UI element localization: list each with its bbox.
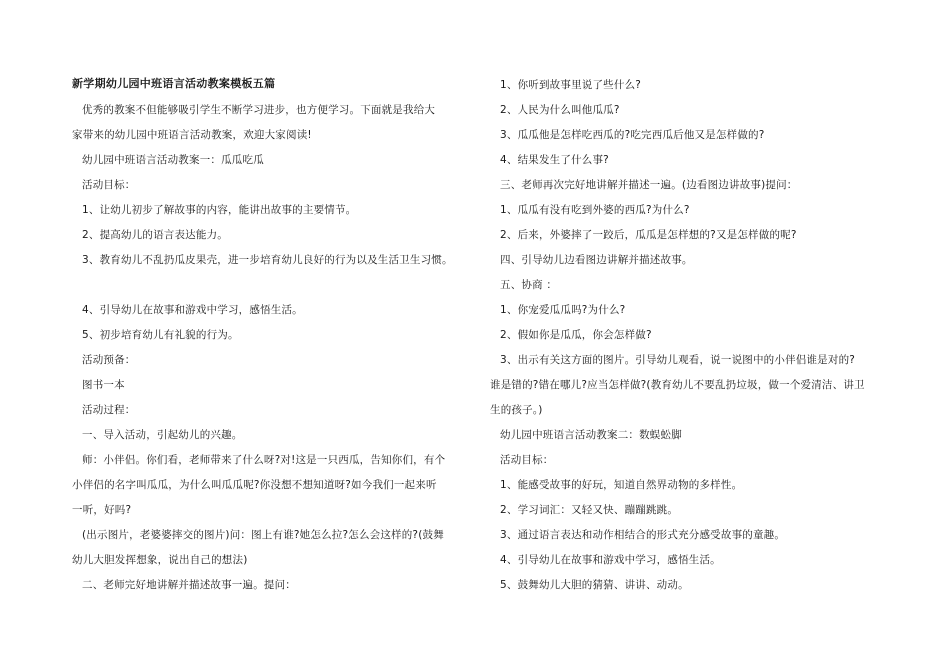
paragraph-line: 幼儿大胆发挥想象，说出自己的想法) xyxy=(72,554,248,566)
list-item: 2、提高幼儿的语言表达能力。 xyxy=(82,229,228,241)
paragraph-line: 三、老师再次完好地讲解并描述一遍。(边看图边讲故事)提问： xyxy=(500,179,798,191)
subheading: 活动过程： xyxy=(82,404,136,416)
list-item: 3、教育幼儿不乱扔瓜皮果壳，进一步培育幼儿良好的行为以及生活卫生习惯。 xyxy=(82,254,453,266)
paragraph-line: 二、老师完好地讲解并描述故事一遍。提问： xyxy=(82,579,296,591)
paragraph-line: 优秀的教案不但能够吸引学生不断学习进步，也方便学习。下面就是我给大 xyxy=(82,104,436,116)
subheading: 五、协商 ： xyxy=(500,279,558,291)
list-item: 4、引导幼儿在故事和游戏中学习，感悟生活。 xyxy=(82,304,303,316)
subheading: 活动预备： xyxy=(82,354,136,366)
list-item: 3、通过语言表达和动作相结合的形式充分感受故事的童趣。 xyxy=(500,529,786,541)
paragraph-line: 图书一本 xyxy=(82,379,125,391)
paragraph-line: (出示图片，老婆婆摔交的图片)问：图上有谁?她怎么拉?怎么会这样的?(鼓舞 xyxy=(82,529,444,541)
document-title: 新学期幼儿园中班语言活动教案模板五篇 xyxy=(72,77,276,90)
list-item: 1、你宠爱瓜瓜吗?为什么? xyxy=(500,304,626,316)
paragraph-line: 四、引导幼儿边看图边讲解并描述故事。 xyxy=(500,254,693,266)
list-item: 1、瓜瓜有没有吃到外婆的西瓜?为什么? xyxy=(500,204,690,216)
paragraph-line: 家带来的幼儿园中班语言活动教案，欢迎大家阅读! xyxy=(72,129,312,141)
section-heading: 幼儿园中班语言活动教案一：瓜瓜吃瓜 xyxy=(82,154,264,166)
list-item: 2、后来，外婆摔了一跤后，瓜瓜是怎样想的?又是怎样做的呢? xyxy=(500,229,797,241)
subheading: 活动目标： xyxy=(82,179,136,191)
paragraph-line: 小伴侣的名字叫瓜瓜，为什么叫瓜瓜呢?你没想不想知道呀?如今我们一起来听 xyxy=(72,479,437,491)
paragraph-line: 一听，好吗? xyxy=(72,504,132,516)
paragraph-line: 师：小伴侣。你们看，老师带来了什么呀?对!这是一只西瓜，告知你们，有个 xyxy=(82,454,446,466)
list-item: 4、结果发生了什么事? xyxy=(500,154,609,166)
list-item: 1、能感受故事的好玩，知道自然界动物的多样性。 xyxy=(500,479,743,491)
list-item: 4、引导幼儿在故事和游戏中学习，感悟生活。 xyxy=(500,554,721,566)
list-item: 2、假如你是瓜瓜，你会怎样做? xyxy=(500,329,652,341)
list-item: 5、初步培育幼儿有礼貌的行为。 xyxy=(82,329,239,341)
list-item: 3、瓜瓜他是怎样吃西瓜的?吃完西瓜后他又是怎样做的? xyxy=(500,129,765,141)
paragraph-line: 一、导入活动，引起幼儿的兴趣。 xyxy=(82,429,243,441)
section-heading: 幼儿园中班语言活动教案二：数蜈蚣脚 xyxy=(500,429,682,441)
list-item: 1、让幼儿初步了解故事的内容，能讲出故事的主要情节。 xyxy=(82,204,357,216)
list-item: 2、学习词汇：又轻又快、蹦蹦跳跳。 xyxy=(500,504,679,516)
list-item: 2、人民为什么叫他瓜瓜? xyxy=(500,104,620,116)
list-item: 1、你听到故事里说了些什么? xyxy=(500,79,642,91)
paragraph-line: 生的孩子。) xyxy=(490,404,543,416)
list-item: 5、鼓舞幼儿大胆的猜猜、讲讲、动动。 xyxy=(500,579,689,591)
subheading: 活动目标： xyxy=(500,454,554,466)
list-item: 3、出示有关这方面的图片。引导幼儿观看，说一说图中的小伴侣谁是对的? xyxy=(500,354,856,366)
paragraph-line: 谁是错的?错在哪儿?应当怎样做?(教育幼儿不要乱扔垃圾，做一个爱清洁、讲卫 xyxy=(490,379,865,391)
